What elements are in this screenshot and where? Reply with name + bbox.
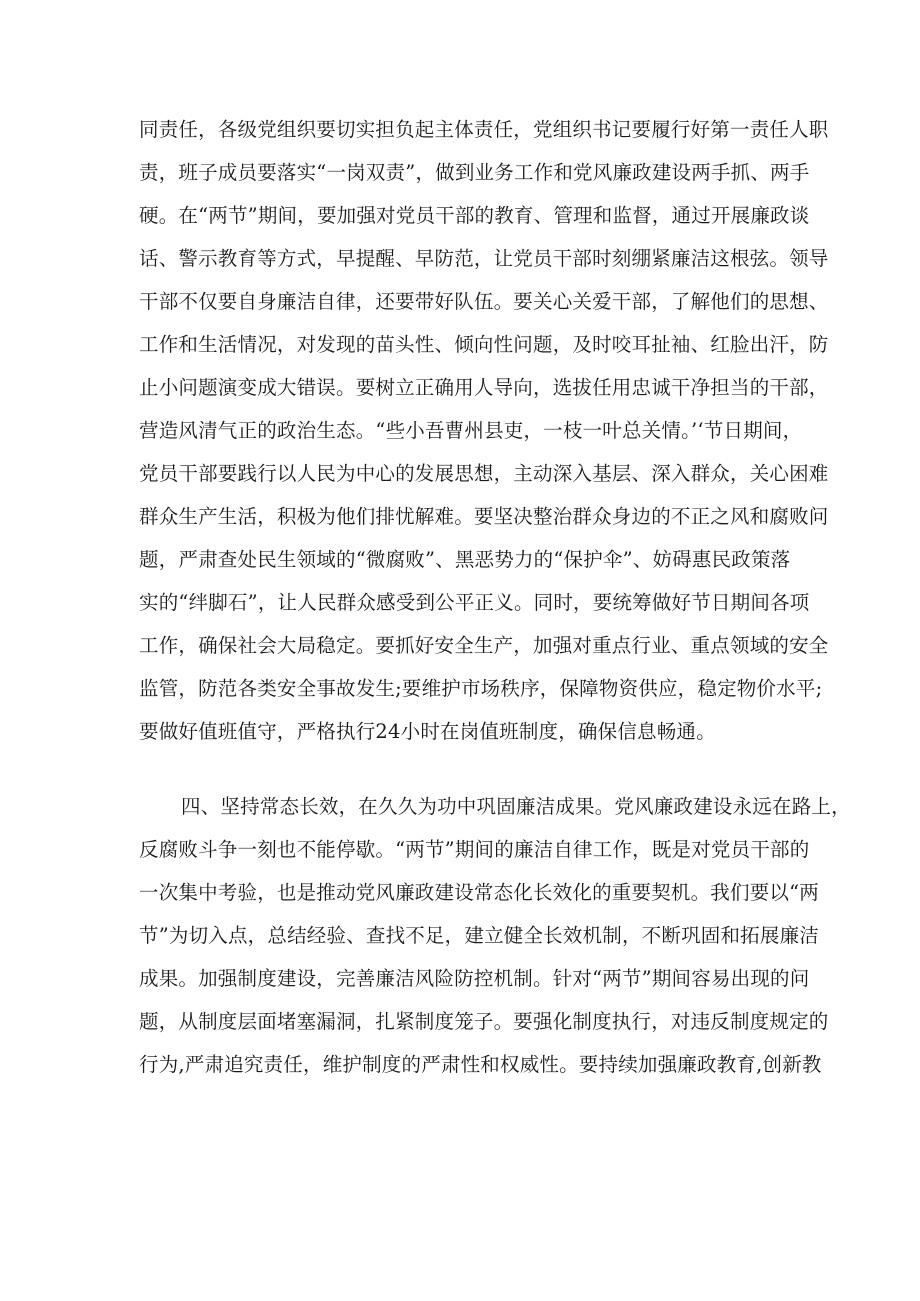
text-line: 干部不仅要自身廉洁自律，还要带好队伍。要关心关爱干部，了解他们的思想、 (139, 290, 829, 313)
text-line: 工作和生活情况，对发现的苗头性、倾向性问题，及时咬耳扯袖、红脸出汗，防 (139, 333, 829, 356)
text-line: 四、坚持常态长效，在久久为功中巩固廉洁成果。党风廉政建设永远在路上， (181, 795, 851, 818)
text-line: 题，从制度层面堵塞漏洞，扎紧制度笼子。要强化制度执行，对违反制度规定的 (139, 1010, 829, 1033)
text-line: 责，班子成员要落实“一岗双责”，做到业务工作和党风廉政建设两手抓、两手 (139, 161, 810, 184)
text-line: 成果。加强制度建设，完善廉洁风险防控机制。针对“两节”期间容易出现的问 (139, 967, 810, 990)
text-line: 题，严肃查处民生领域的“微腐败”、黑恶势力的“保护伞”、妨碍惠民政策落 (139, 548, 791, 571)
text-line: 节”为切入点，总结经验、查找不足，建立健全长效机制，不断巩固和拓展廉洁 (139, 924, 819, 947)
text-line: 一次集中考验，也是推动党风廉政建设常态化长效化的重要契机。我们要以“两 (139, 881, 819, 904)
text-line: 硬。在“两节”期间，要加强对党员干部的教育、管理和监督，通过开展廉政谈 (139, 204, 810, 227)
text-line: 行为,严肃追究责任，维护制度的严肃性和权威性。要持续加强廉政教育,创新教 (139, 1053, 822, 1076)
text-line: 同责任，各级党组织要切实担负起主体责任，党组织书记要履行好第一责任人职 (139, 118, 829, 141)
text-line: 工作，确保社会大局稳定。要抓好安全生产，加强对重点行业、重点领域的安全 (139, 634, 829, 657)
text-line: 要做好值班值守，严格执行24小时在岗值班制度，确保信息畅通。 (139, 720, 716, 743)
text-line: 话、警示教育等方式，早提醒、早防范，让党员干部时刻绷紧廉洁这根弦。领导 (139, 247, 829, 270)
text-line: 监管，防范各类安全事故发生;要维护市场秩序，保障物资供应，稳定物价水平; (139, 677, 823, 700)
text-line: 营造风清气正的政治生态。“些小吾曹州县吏，一枝一叶总关情。’‘节日期间， (139, 419, 803, 442)
text-line: 群众生产生活，积极为他们排忧解难。要坚决整治群众身边的不正之风和腐败问 (139, 505, 829, 528)
text-line: 党员干部要践行以人民为中心的发展思想，主动深入基层、深入群众，关心困难 (139, 462, 829, 485)
text-line: 止小问题演变成大错误。要树立正确用人导向，选拔任用忠诚干净担当的干部， (139, 376, 829, 399)
text-line: 反腐败斗争一刻也不能停歇。“两节”期间的廉洁自律工作，既是对党员干部的 (139, 838, 810, 861)
text-line: 实的“绊脚石”，让人民群众感受到公平正义。同时，要统筹做好节日期间各项 (139, 591, 810, 614)
